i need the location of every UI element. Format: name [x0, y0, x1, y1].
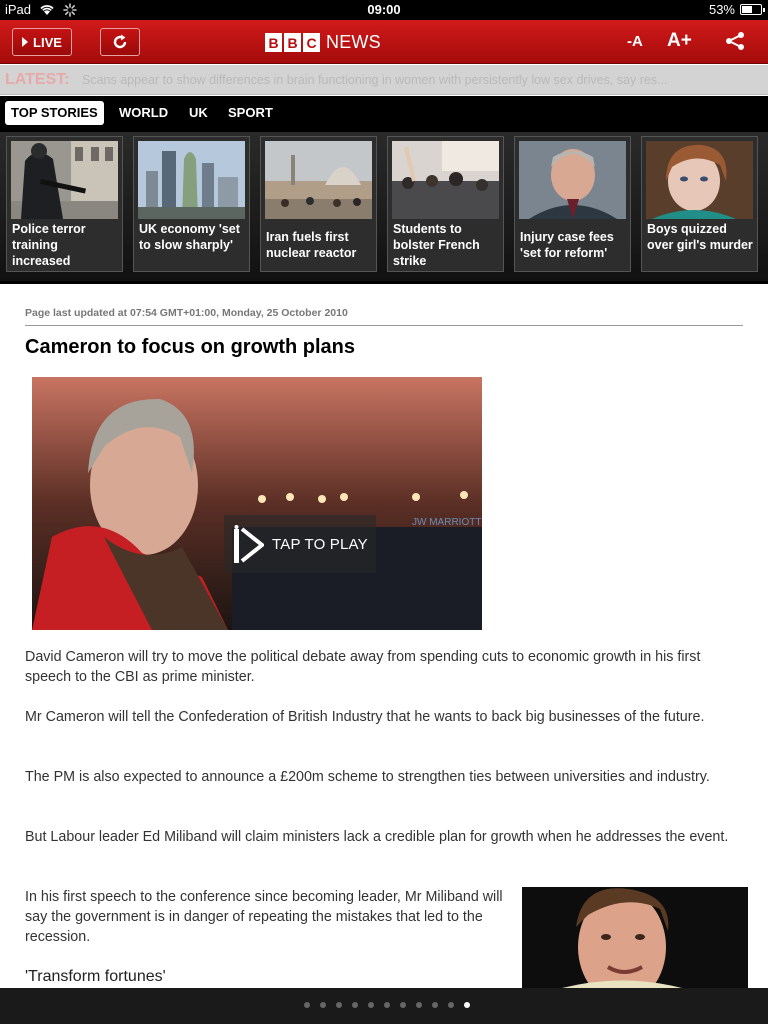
- live-label: LIVE: [33, 34, 62, 50]
- story-thumbnail: [265, 141, 372, 219]
- story-card[interactable]: [6, 136, 123, 272]
- story-card[interactable]: [133, 136, 250, 272]
- story-title: Injury case fees 'set for reform': [520, 230, 614, 260]
- page-dots: [0, 1002, 768, 1008]
- video-still: [32, 377, 482, 630]
- battery-percent: 53%: [708, 2, 735, 17]
- tab-top-stories[interactable]: TOP STORIES: [5, 101, 104, 125]
- page-indicator-bar: [0, 988, 768, 1024]
- story-title: UK economy 'set to slow sharply': [139, 222, 240, 252]
- clock: 09:00: [367, 2, 401, 17]
- story-card[interactable]: [514, 136, 631, 272]
- tab-sport[interactable]: SPORT: [228, 105, 273, 120]
- story-thumbnail: [646, 141, 753, 219]
- article-paragraph: The PM is also expected to announce a £200m scheme to strengthen ties between universities and industry.: [25, 769, 710, 785]
- page-dot[interactable]: [336, 1002, 342, 1008]
- share-button[interactable]: [724, 31, 746, 56]
- article-photo: [522, 887, 748, 988]
- story-thumbnail: [11, 141, 118, 219]
- page-dot[interactable]: [448, 1002, 454, 1008]
- page-dot[interactable]: [320, 1002, 326, 1008]
- page-dot[interactable]: [400, 1002, 406, 1008]
- logo-letter: B: [284, 33, 301, 52]
- ticker-text: Scans appear to show differences in brain functioning in women with persistently low sex drives, say res...: [82, 73, 668, 87]
- article-headline: Cameron to focus on growth plans: [25, 336, 356, 358]
- refresh-icon: [111, 33, 129, 51]
- share-icon: [724, 31, 746, 51]
- article-paragraph: David Cameron will try to move the political debate away from spending cuts to economic growth in his first speech to the CBI as prime minister.: [25, 649, 701, 685]
- tab-uk[interactable]: UK: [189, 105, 208, 120]
- tab-world[interactable]: WORLD: [119, 105, 169, 120]
- story-title: Boys quizzed over girl's murder: [647, 222, 753, 252]
- device-name: iPad: [5, 2, 32, 17]
- page-updated-timestamp: Page last updated at 07:54 GMT+01:00, Monday, 25 October 2010: [25, 307, 348, 319]
- status-bar: [0, 0, 768, 20]
- app-header: [0, 20, 768, 64]
- font-larger-button[interactable]: A+: [667, 30, 692, 51]
- divider: [25, 325, 743, 326]
- article-subheading: 'Transform fortunes': [25, 968, 166, 985]
- story-carousel: [0, 132, 768, 284]
- font-smaller-button[interactable]: -A: [627, 33, 643, 50]
- story-thumbnail: [138, 141, 245, 219]
- battery-fill: [742, 6, 752, 13]
- page-dot[interactable]: [352, 1002, 358, 1008]
- ticker-label: LATEST:: [5, 71, 70, 88]
- story-card[interactable]: [641, 136, 758, 272]
- story-card[interactable]: [387, 136, 504, 272]
- story-thumbnail: [519, 141, 626, 219]
- page-dot[interactable]: [384, 1002, 390, 1008]
- battery-icon: [740, 4, 762, 15]
- video-player[interactable]: [32, 377, 482, 630]
- logo-word: NEWS: [326, 32, 381, 52]
- section-tabs: [0, 96, 768, 132]
- svg-text:JW MARRIOTT: JW MARRIOTT: [412, 517, 482, 528]
- article-paragraph: In his first speech to the conference since becoming leader, Mr Miliband will say the government is in danger of repeating the mistakes that led to the recession.: [25, 889, 503, 945]
- article-paragraph: Mr Cameron will tell the Confederation of British Industry that he wants to back big businesses of the future.: [25, 709, 705, 725]
- story-title: Iran fuels first nuclear reactor: [266, 230, 357, 260]
- story-card[interactable]: [260, 136, 377, 272]
- live-button[interactable]: [12, 28, 72, 56]
- page-dot[interactable]: [304, 1002, 310, 1008]
- story-title: Police terror training increased: [12, 222, 86, 268]
- iplayer-play-icon: [232, 525, 264, 563]
- refresh-button[interactable]: [100, 28, 140, 56]
- latest-ticker[interactable]: [0, 65, 768, 95]
- story-title: Students to bolster French strike: [393, 222, 480, 268]
- play-triangle-icon: [22, 37, 28, 47]
- tap-to-play-button[interactable]: [224, 515, 376, 573]
- page-dot[interactable]: [416, 1002, 422, 1008]
- article-paragraph: But Labour leader Ed Miliband will claim ministers lack a credible plan for growth when he addresses the event.: [25, 829, 729, 845]
- page-dot[interactable]: [368, 1002, 374, 1008]
- logo-letter: B: [265, 33, 282, 52]
- story-thumbnail: [392, 141, 499, 219]
- bbc-news-logo: [265, 32, 381, 53]
- page-dot[interactable]: [464, 1002, 470, 1008]
- play-label: TAP TO PLAY: [272, 535, 368, 553]
- page-dot[interactable]: [432, 1002, 438, 1008]
- logo-letter: C: [303, 33, 320, 52]
